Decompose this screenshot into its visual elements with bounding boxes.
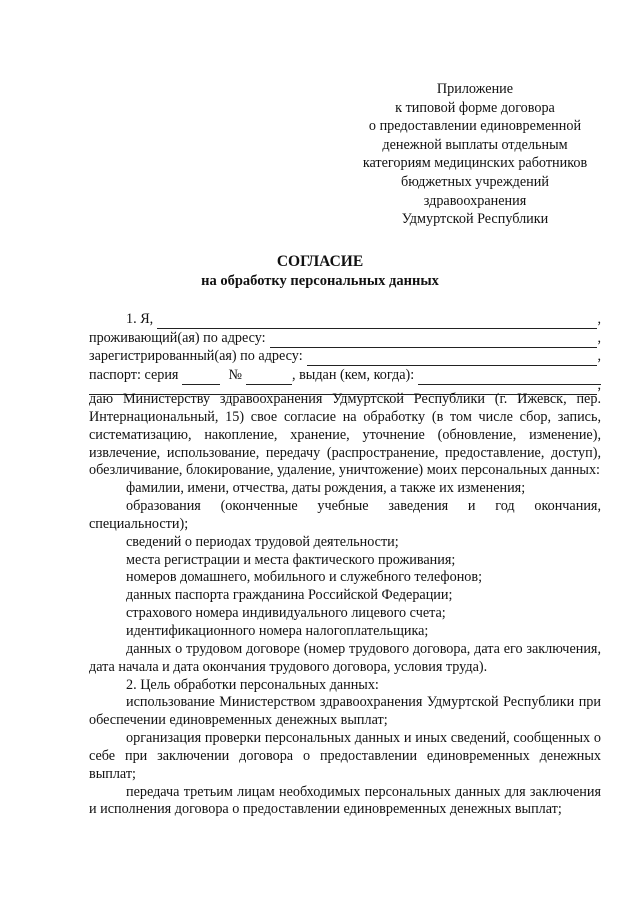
residence-comma: , [597,330,601,346]
residence-blank[interactable] [270,333,598,348]
registration-label: зарегистрированный(ая) по адресу: [89,348,303,364]
data-item: идентификационного номера налогоплательщика; [126,622,429,639]
data-item: сведений о периодах трудовой деятельности; [126,533,399,550]
data-item: номеров домашнего, мобильного и служебного телефонов; [126,569,483,586]
document-title: СОГЛАСИЕ [276,253,364,270]
consent-intro: даю Министерству здравоохранения Удмуртской Республики (г. Ижевск, пер. Интернациональный, 15) свое согласие на обработку (в том числе сбор, запись, систематизацию, накопление, хранение, уточнение (обновление, изменение), извлечение, использование, передачу (распространение, предоставление, доступ), обезличивание, блокирование, удаление, уничтожение) моих персональных данных: [89,391,601,479]
appendix-line: здравоохранения [423,192,527,209]
consent-body [89,391,601,819]
purpose-item: использование Министерством здравоохранения Удмуртской Республики при обеспечении единовременных денежных выплат; [89,694,601,729]
appendix-line: категориям медицинских работников [362,155,588,172]
purpose-item: передача третьим лицам необходимых персональных данных для заключения и исполнения договора о предоставлении единовременных денежных выплат; [89,783,601,818]
form-line-name [89,310,601,329]
registration-blank[interactable] [307,351,598,366]
appendix-line: денежной выплаты отдельным [382,136,568,153]
document-subtitle: на обработку персональных данных [201,273,439,289]
name-blank[interactable] [157,314,597,329]
appendix-line: Приложение [436,81,514,97]
residence-label: проживающий(ая) по адресу: [89,330,266,346]
data-item: данных паспорта гражданина Российской Федерации; [126,587,453,604]
form-line-registration [89,347,601,366]
form-line-residence [89,329,601,348]
purpose-item: организация проверки персональных данных и иных сведений, сообщенных о себе при заключении договора о предоставлении единовременных денежных выплат; [89,730,601,782]
section-heading: 2. Цель обработки персональных данных: [126,676,379,693]
appendix-line: бюджетных учреждений [401,173,549,190]
name-label: 1. Я, [126,311,154,327]
data-item: места регистрации и места фактического проживания; [126,551,456,568]
passport-series-label: паспорт: серия [89,367,179,383]
passport-issued-label: , выдан (кем, когда): [292,367,415,383]
appendix-note [340,80,610,229]
appendix-line: о предоставлении единовременной [368,118,582,135]
data-item: данных о трудовом договоре (номер трудового договора, дата его заключения, дата начала и дата окончания трудового договора, условия труда). [89,640,601,675]
name-comma: , [597,311,601,327]
appendix-line: к типовой форме договора [395,99,555,116]
appendix-line: Удмуртской Республики [401,211,549,228]
continuation-comma: , [597,377,601,393]
data-item: страхового номера индивидуального лицевого счета; [126,605,446,622]
data-item: фамилии, имени, отчества, даты рождения, а также их изменения; [126,480,526,497]
passport-number-label: № [228,367,242,383]
registration-comma: , [597,348,601,364]
data-item: образования (оконченные учебные заведения и год окончания, специальности); [89,498,601,532]
